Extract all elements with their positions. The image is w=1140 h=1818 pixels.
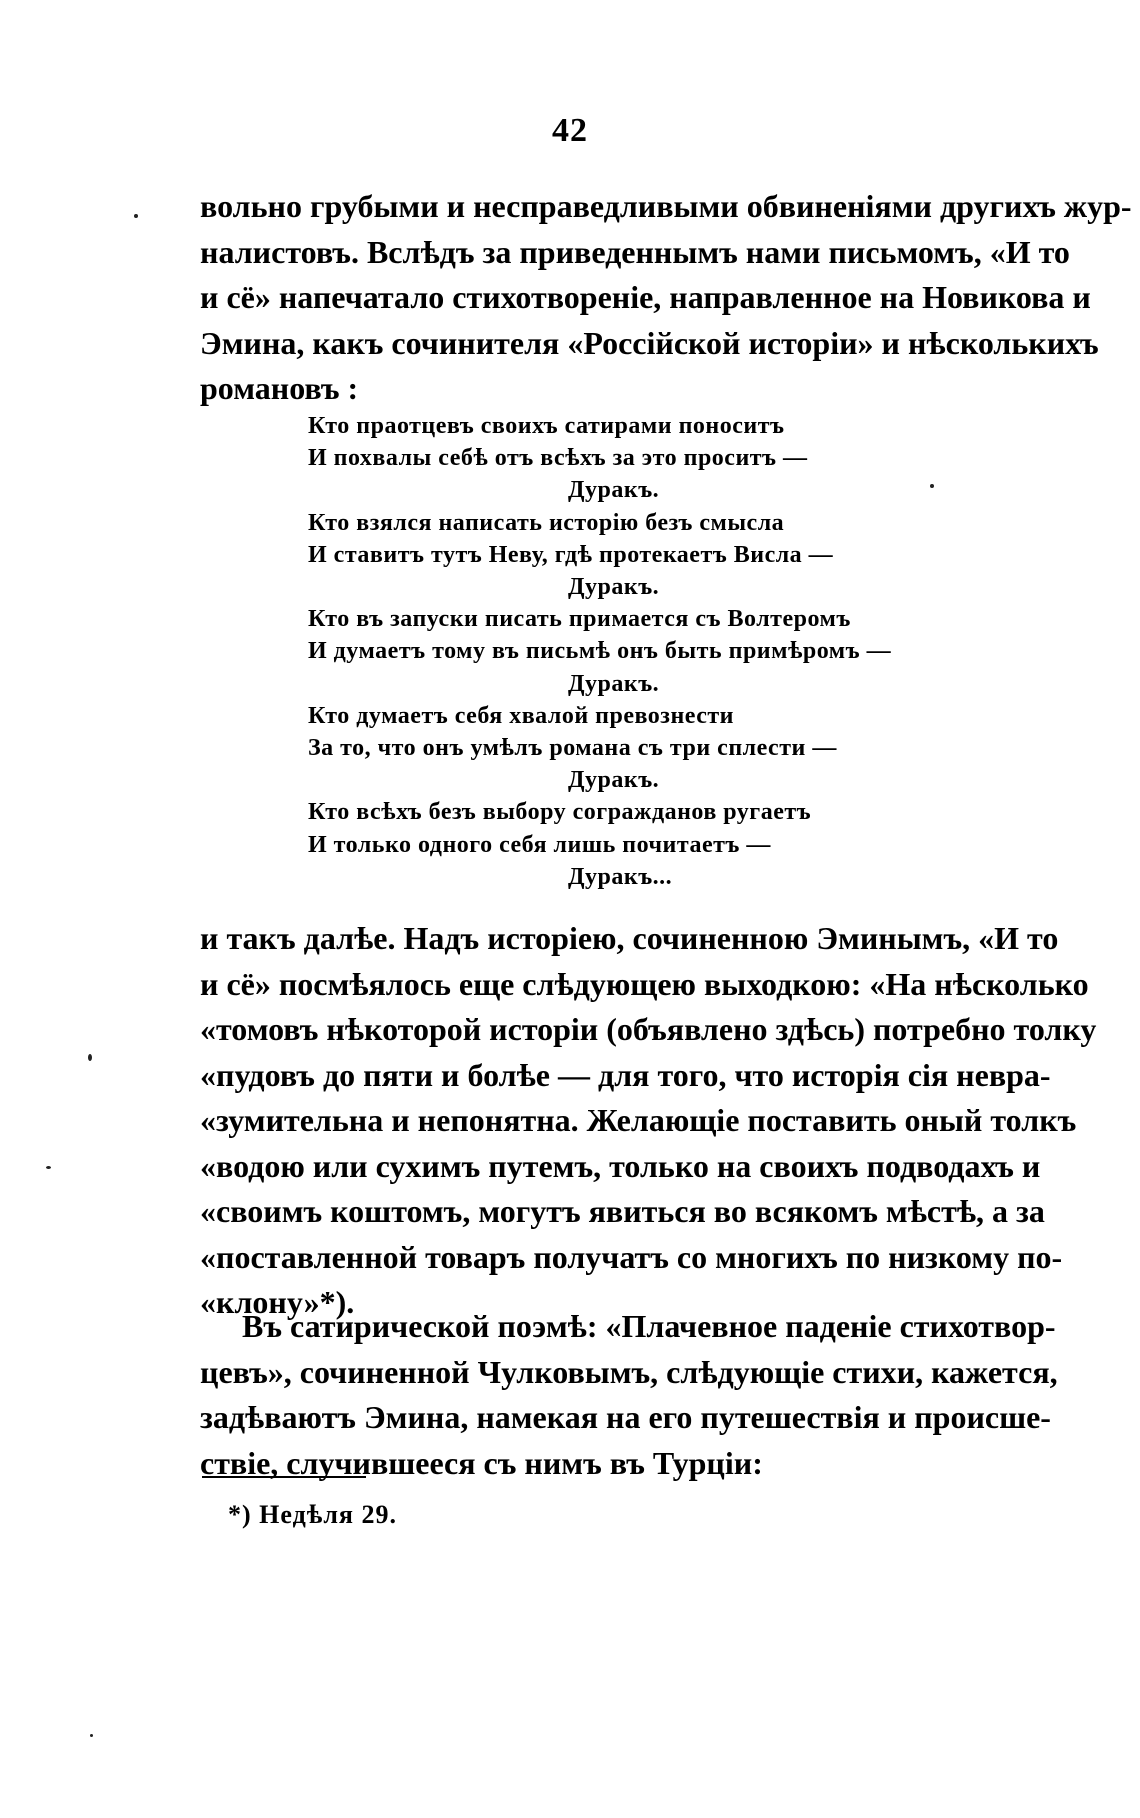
scan-speck xyxy=(46,1166,51,1169)
text-line: ствіе, случившееся съ нимъ въ Турціи: xyxy=(200,1444,763,1481)
scan-speck xyxy=(134,214,138,218)
text-line: «зумительна и непонятна. Желающіе поставить оный толкъ xyxy=(200,1102,1077,1138)
text-line: цевъ», сочиненной Чулковымъ, слѣдующіе стихи, кажется, xyxy=(200,1353,1058,1390)
verse-line: Кто въ запуски писать примается съ Волтеромъ xyxy=(308,606,851,633)
verse-line: И думаетъ тому въ письмѣ онъ быть примѣромъ — xyxy=(308,638,892,665)
verse-line: Кто праотцевъ своихъ сатирами поноситъ xyxy=(308,413,785,439)
verse-line: Кто всѣхъ безъ выбору согражданов ругаетъ xyxy=(308,799,812,826)
text-line: вольно грубыми и несправедливыми обвиненіями другихъ жур- xyxy=(200,188,1132,224)
verse-line: И ставитъ тутъ Неву, гдѣ протекаетъ Висла — xyxy=(308,541,834,568)
text-line: «пудовъ до пяти и болѣе — для того, что исторія сія невра- xyxy=(200,1056,1051,1093)
poem-verse xyxy=(308,410,891,893)
verse-line: И похвалы себѣ отъ всѣхъ за это проситъ — xyxy=(308,445,808,472)
verse-refrain: Дуракъ. xyxy=(568,574,660,601)
text-line: и сё» напечатало стихотвореніе, направленное на Новикова и xyxy=(200,279,1091,315)
text-line: «клону»*). xyxy=(200,1284,355,1320)
verse-refrain: Дуракъ. xyxy=(568,767,660,794)
text-line: романовъ : xyxy=(200,370,359,406)
page-number: 42 xyxy=(552,112,588,149)
verse-refrain: Дуракъ. xyxy=(568,477,660,504)
text-line: «поставленной товаръ получатъ со многихъ по низкому по- xyxy=(200,1238,1063,1275)
text-line: задѣваютъ Эмина, намекая на его путешествія и происше- xyxy=(200,1399,1051,1435)
scan-speck xyxy=(90,1734,93,1737)
verse-line: За то, что онъ умѣлъ романа съ три сплести — xyxy=(308,735,837,762)
footnote-rule xyxy=(202,1476,366,1478)
text-line: «своимъ коштомъ, могутъ явиться во всякомъ мѣстѣ, а за xyxy=(200,1193,1045,1229)
text-line: налистовъ. Вслѣдъ за приведеннымъ нами письмомъ, «И то xyxy=(200,233,1070,270)
scan-speck xyxy=(88,1054,92,1061)
paragraph-satire xyxy=(200,1304,1058,1486)
text-line: Въ сатирической поэмѣ: «Плачевное паденіе стихотвор- xyxy=(242,1308,1056,1344)
verse-line: Кто взялся написать исторію безъ смысла xyxy=(308,509,785,536)
paragraph-intro xyxy=(200,184,1132,412)
verse-line: И только одного себя лишь почитаетъ — xyxy=(308,831,771,858)
text-line: Эмина, какъ сочинителя «Россійской исторіи» и нѣсколькихъ xyxy=(200,324,1099,361)
scan-speck xyxy=(930,484,934,488)
text-line: и такъ далѣе. Надъ исторіею, сочиненною Эминымъ, «И то xyxy=(200,920,1059,956)
verse-refrain: Дуракъ. xyxy=(568,670,660,697)
footnote: *) Недѣля 29. xyxy=(228,1500,397,1529)
verse-refrain: Дуракъ... xyxy=(568,863,673,890)
verse-line: Кто думаетъ себя хвалой превознести xyxy=(308,702,734,729)
text-line: «томовъ нѣкоторой исторіи (объявлено здѣсь) потребно толку xyxy=(200,1011,1097,1047)
text-line: и сё» посмѣялось еще слѣдующею выходкою: «На нѣсколько xyxy=(200,965,1089,1002)
text-line: «водою или сухимъ путемъ, только на своихъ подводахъ и xyxy=(200,1147,1041,1184)
